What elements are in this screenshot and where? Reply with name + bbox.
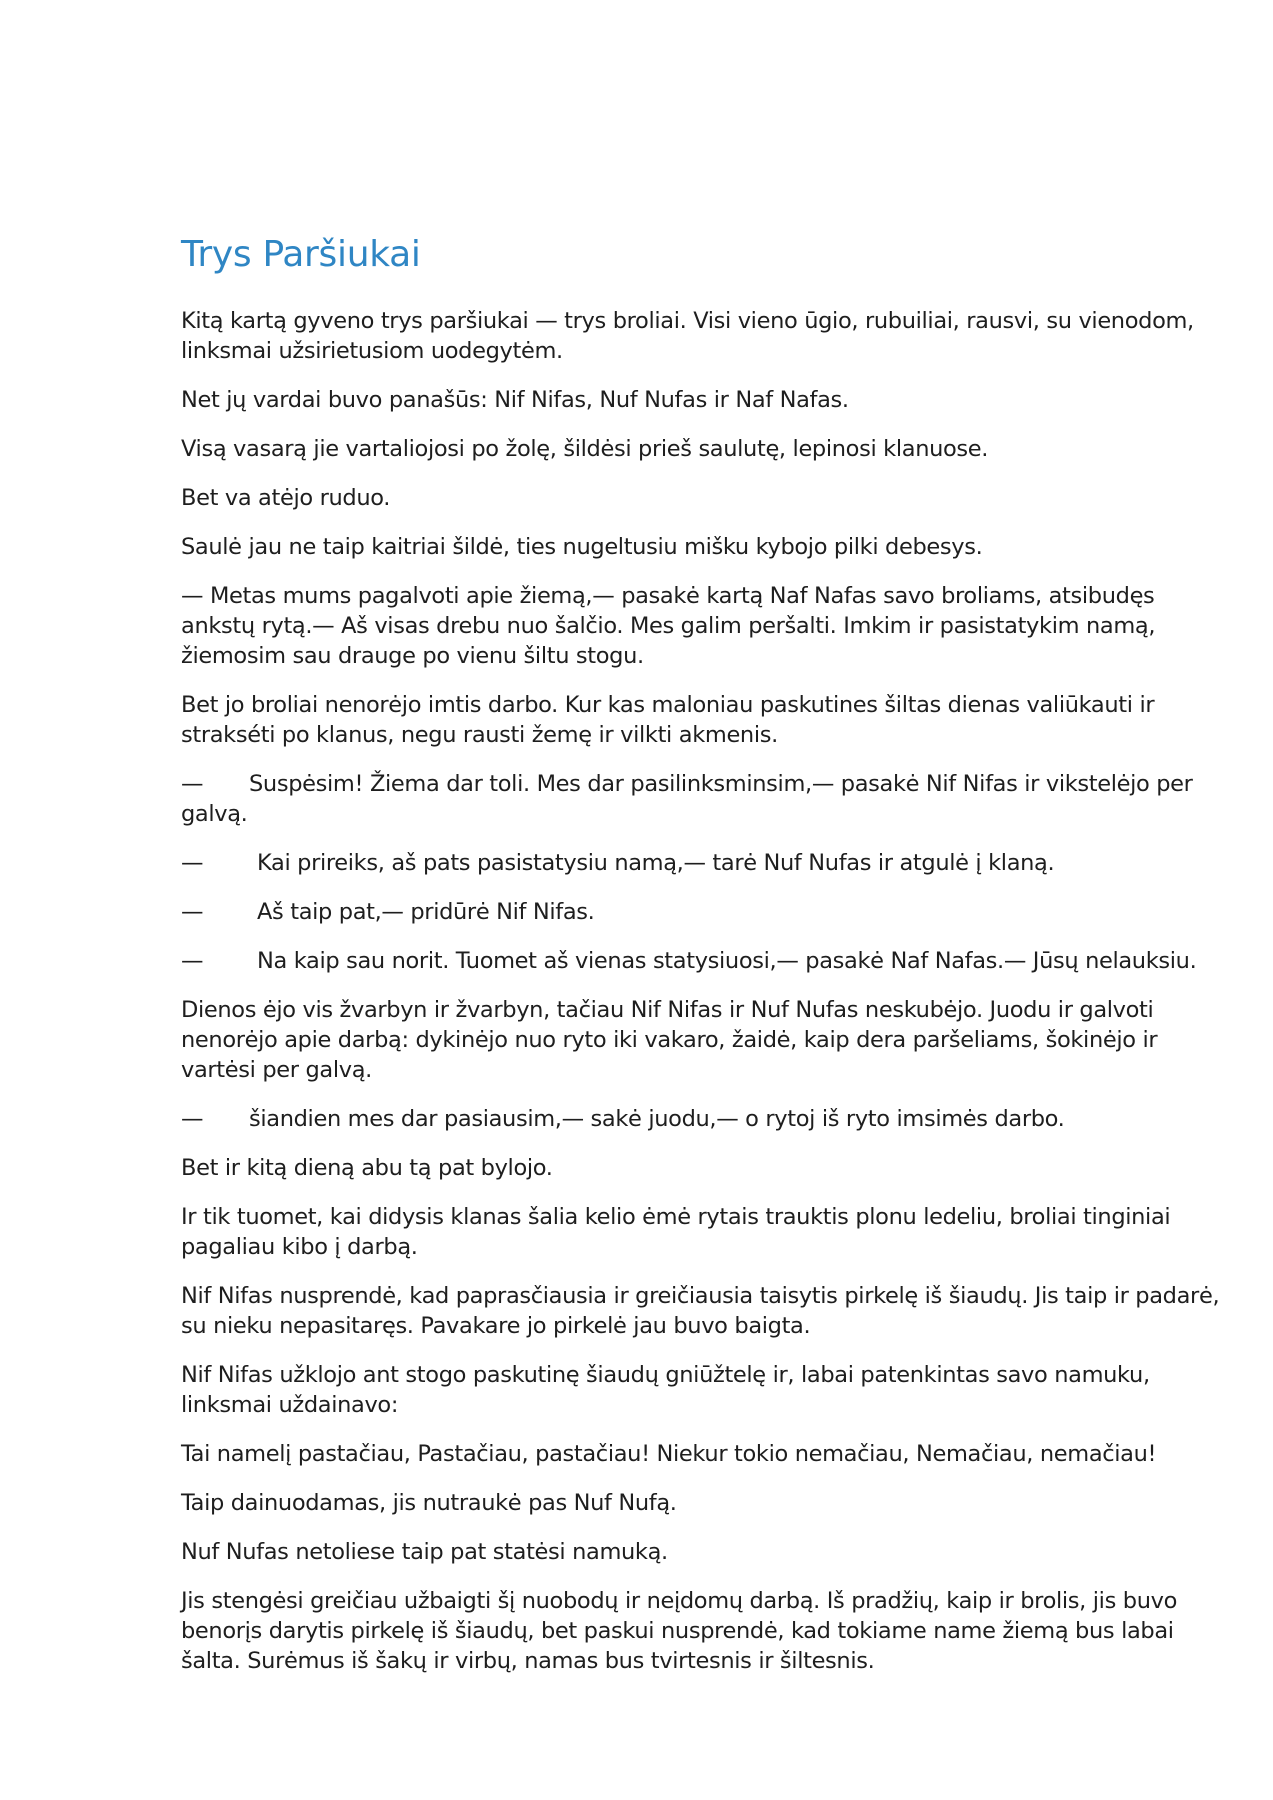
- paragraph: Dienos ėjo vis žvarbyn ir žvarbyn, tačiau Nif Nifas ir Nuf Nufas neskubėjo. Juodu ir galvoti nenorėjo apie darbą: dykinėjo nuo ryto iki vakaro, žaidė, kaip dera paršeliams, šokinėjo ir vartėsi per galvą.: [181, 997, 1158, 1083]
- paragraph: Net jų vardai buvo panašūs: Nif Nifas, Nuf Nufas ir Naf Nafas.: [181, 387, 849, 413]
- paragraph: Saulė jau ne taip kaitriai šildė, ties nugeltusiu mišku kybojo pilki debesys.: [181, 534, 983, 560]
- paragraph: Bet va atėjo ruduo.: [181, 485, 391, 511]
- document-title: Trys Paršiukai: [181, 234, 421, 275]
- paragraph: Visą vasarą jie vartaliojosi po žolę, šildėsi prieš saulutę, lepinosi klanuose.: [181, 436, 989, 462]
- dialogue-text: Aš taip pat,— pridūrė Nif Nifas.: [257, 899, 595, 925]
- dialogue-line: [181, 1104, 1221, 1134]
- dialogue-text: Kai prireiks, aš pats pasistatysiu namą,— tarė Nuf Nufas ir atgulė į klaną.: [257, 850, 1055, 876]
- song-verse: Tai namelį pastačiau, Pastačiau, pastačiau! Niekur tokio nemačiau, Nemačiau, nemačiau!: [181, 1441, 1157, 1467]
- dialogue-dash: —: [181, 948, 204, 974]
- dialogue-dash: —: [181, 1106, 204, 1132]
- dialogue-line: [181, 946, 1221, 976]
- paragraph: Nuf Nufas netoliese taip pat statėsi namuką.: [181, 1539, 668, 1565]
- dialogue-line: [181, 897, 1221, 927]
- paragraph: Nif Nifas užklojo ant stogo paskutinę šiaudų gniūžtelę ir, labai patenkintas savo namuku, linksmai uždainavo:: [181, 1362, 1150, 1418]
- paragraph: Taip dainuodamas, jis nutraukė pas Nuf Nufą.: [181, 1490, 677, 1516]
- dialogue-dash: —: [181, 850, 204, 876]
- paragraph: Kitą kartą gyveno trys paršiukai — trys broliai. Visi vieno ūgio, rubuiliai, rausvi, su vienodom, linksmai užsirietusiom uodegytėm.: [181, 308, 1194, 364]
- document-page: [181, 233, 1221, 1695]
- paragraph: — Metas mums pagalvoti apie žiemą,— pasakė kartą Naf Nafas savo broliams, atsibudęs ankstų rytą.— Aš visas drebu nuo šalčio. Mes galim peršalti. Imkim ir pasistatykim namą, žiemosim sau drauge po vienu šiltu stogu.: [181, 583, 1156, 669]
- dialogue-line: [181, 769, 1221, 829]
- dialogue-text: šiandien mes dar pasiausim,— sakė juodu,— o rytoj iš ryto imsimės darbo.: [249, 1106, 1065, 1132]
- dialogue-text: Na kaip sau norit. Tuomet aš vienas statysiuosi,— pasakė Naf Nafas.— Jūsų nelauksiu.: [257, 948, 1197, 974]
- paragraph: Nif Nifas nusprendė, kad paprasčiausia ir greičiausia taisytis pirkelę iš šiaudų. Jis taip ir padarė, su nieku nepasitaręs. Pavakare jo pirkelė jau buvo baigta.: [181, 1283, 1220, 1339]
- dialogue-line: [181, 848, 1221, 878]
- paragraph: Ir tik tuomet, kai didysis klanas šalia kelio ėmė rytais trauktis plonu ledeliu, broliai tinginiai pagaliau kibo į darbą.: [181, 1204, 1171, 1260]
- dialogue-dash: —: [181, 899, 204, 925]
- paragraph: Jis stengėsi greičiau užbaigti šį nuobodų ir neįdomų darbą. Iš pradžių, kaip ir brolis, jis buvo benorįs darytis pirkelę iš šiaudų, bet paskui nusprendė, kad tokiame name žiemą bus labai šalta. Surėmus iš šakų ir virbų, namas bus tvirtesnis ir šiltesnis.: [181, 1588, 1177, 1674]
- paragraph: Bet jo broliai nenorėjo imtis darbo. Kur kas maloniau paskutines šiltas dienas valiūkauti ir strakséti po klanus, negu rausti žemę ir vilkti akmenis.: [181, 692, 1155, 748]
- dialogue-text: Suspėsim! Žiema dar toli. Mes dar pasilinksminsim,— pasakė Nif Nifas ir vikstelėjo per galvą.: [181, 771, 1193, 827]
- dialogue-dash: —: [181, 771, 204, 797]
- paragraph: Bet ir kitą dieną abu tą pat bylojo.: [181, 1155, 553, 1181]
